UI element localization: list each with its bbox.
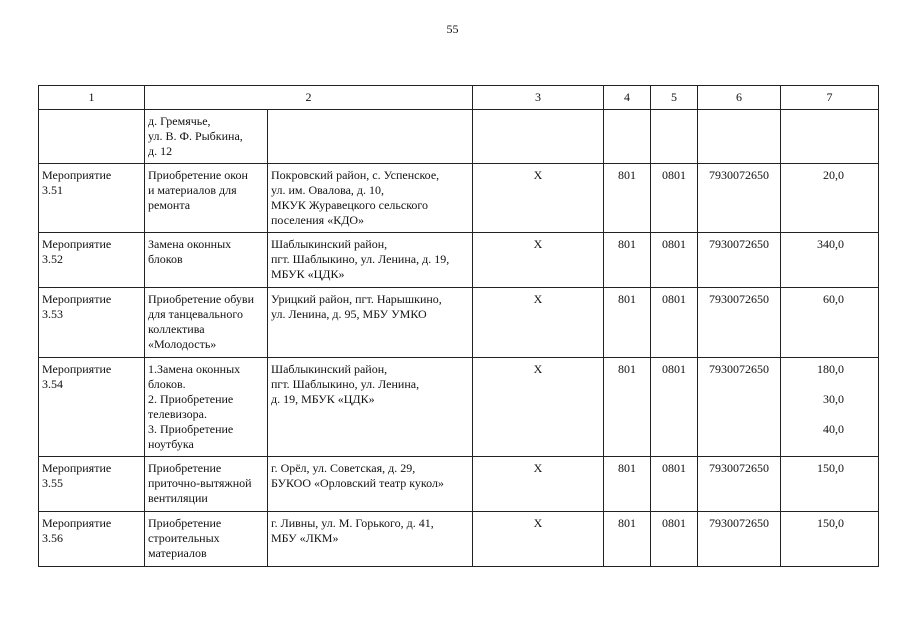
- cell-col7: [781, 512, 879, 567]
- cell-col4: 801: [604, 233, 651, 288]
- cell-line: 2. Приобретение: [148, 392, 234, 406]
- cell-col7: [781, 233, 879, 288]
- cell-line: поселения «КДО»: [271, 213, 365, 227]
- cell-line: г. Орёл, ул. Советская, д. 29,: [271, 461, 416, 475]
- table-row: [39, 164, 879, 233]
- cell-line: ул. им. Овалова, д. 10,: [271, 183, 385, 197]
- cell-col7: [781, 110, 879, 164]
- table-row: [39, 288, 879, 358]
- cell-id: [39, 358, 145, 457]
- cell-place: [268, 457, 473, 512]
- cell-line: 3.52: [42, 252, 63, 266]
- budget-table: [38, 85, 879, 567]
- cell-col3: X: [473, 233, 604, 288]
- cell-col4: 801: [604, 358, 651, 457]
- cell-line: приточно-вытяжной: [148, 476, 252, 490]
- cell-line: 3.55: [42, 476, 63, 490]
- cell-line: телевизора.: [148, 407, 207, 421]
- table-row: [39, 512, 879, 567]
- cell-col5: 0801: [651, 288, 698, 358]
- cell-line: строительных: [148, 531, 220, 545]
- cell-line: коллектива: [148, 322, 205, 336]
- cell-place: [268, 110, 473, 164]
- cell-line: Мероприятие: [42, 237, 112, 251]
- continuation-row: [39, 110, 879, 164]
- cell-line: материалов: [148, 546, 207, 560]
- cell-line: пгт. Шаблыкино, ул. Ленина,: [271, 377, 420, 391]
- cell-id: [39, 288, 145, 358]
- cell-col7: [781, 288, 879, 358]
- cell-line: д. 19, МБУК «ЦДК»: [271, 392, 375, 406]
- cell-col5: [651, 110, 698, 164]
- header-col-1: 1: [39, 86, 145, 110]
- cell-col5: 0801: [651, 512, 698, 567]
- cell-line: вентиляции: [148, 491, 208, 505]
- cell-id: [39, 512, 145, 567]
- cell-place: [268, 233, 473, 288]
- cell-col5: 0801: [651, 457, 698, 512]
- cell-line: 3.56: [42, 531, 63, 545]
- cell-line: Мероприятие: [42, 292, 112, 306]
- header-col-6: 6: [698, 86, 781, 110]
- cell-line: Мероприятие: [42, 516, 112, 530]
- cell-line: для танцевального: [148, 307, 243, 321]
- cell-line: «Молодость»: [148, 337, 217, 351]
- amount-value: 30,0: [823, 392, 844, 406]
- table-row: [39, 457, 879, 512]
- cell-title: [145, 110, 268, 164]
- cell-col6: [698, 110, 781, 164]
- cell-line: МБУК «ЦДК»: [271, 267, 345, 281]
- amount-value: 340,0: [817, 237, 844, 251]
- cell-col6: 7930072650: [698, 358, 781, 457]
- cell-col3: [473, 110, 604, 164]
- cell-line: ул. Ленина, д. 95, МБУ УМКО: [271, 307, 427, 321]
- cell-col4: 801: [604, 457, 651, 512]
- cell-id: [39, 110, 145, 164]
- cell-col3: X: [473, 512, 604, 567]
- cell-col6: 7930072650: [698, 288, 781, 358]
- cell-line: г. Ливны, ул. М. Горького, д. 41,: [271, 516, 434, 530]
- cell-col3: X: [473, 288, 604, 358]
- cell-line: Шаблыкинский район,: [271, 362, 388, 376]
- cell-title: [145, 288, 268, 358]
- cell-line: Мероприятие: [42, 168, 112, 182]
- amount-value: 180,0: [817, 362, 844, 376]
- cell-place: [268, 358, 473, 457]
- cell-col5: 0801: [651, 358, 698, 457]
- cell-line: 3.51: [42, 183, 63, 197]
- cell-title: [145, 164, 268, 233]
- header-col-3: 3: [473, 86, 604, 110]
- cell-col6: 7930072650: [698, 457, 781, 512]
- amount-value: 20,0: [823, 168, 844, 182]
- cell-line: Приобретение окон: [148, 168, 248, 182]
- cell-line: ул. В. Ф. Рыбкина,: [148, 129, 243, 143]
- table-row: [39, 233, 879, 288]
- cell-line: пгт. Шаблыкино, ул. Ленина, д. 19,: [271, 252, 450, 266]
- cell-line: блоков: [148, 252, 183, 266]
- cell-line: Мероприятие: [42, 461, 112, 475]
- cell-line: Приобретение обуви: [148, 292, 254, 306]
- cell-col5: 0801: [651, 233, 698, 288]
- cell-place: [268, 288, 473, 358]
- cell-line: БУКОО «Орловский театр кукол»: [271, 476, 444, 490]
- cell-line: Покровский район, с. Успенское,: [271, 168, 440, 182]
- cell-id: [39, 233, 145, 288]
- amount-value: 150,0: [817, 516, 844, 530]
- cell-line: 3.54: [42, 377, 63, 391]
- cell-title: [145, 358, 268, 457]
- cell-col3: X: [473, 164, 604, 233]
- cell-col6: 7930072650: [698, 164, 781, 233]
- cell-title: [145, 457, 268, 512]
- amount-value: 60,0: [823, 292, 844, 306]
- cell-id: [39, 457, 145, 512]
- cell-col3: X: [473, 457, 604, 512]
- header-col-2: 2: [145, 86, 473, 110]
- cell-line: д. Гремячье,: [148, 114, 211, 128]
- page-number: 55: [446, 22, 459, 36]
- cell-line: блоков.: [148, 377, 186, 391]
- cell-line: МКУК Журавецкого сельского: [271, 198, 429, 212]
- cell-place: [268, 512, 473, 567]
- cell-line: 1.Замена оконных: [148, 362, 241, 376]
- cell-col6: 7930072650: [698, 512, 781, 567]
- cell-line: Мероприятие: [42, 362, 112, 376]
- header-col-7: 7: [781, 86, 879, 110]
- amount-value: 40,0: [823, 422, 844, 436]
- cell-line: 3. Приобретение: [148, 422, 234, 436]
- cell-col5: 0801: [651, 164, 698, 233]
- header-col-4: 4: [604, 86, 651, 110]
- header-col-5: 5: [651, 86, 698, 110]
- cell-line: Шаблыкинский район,: [271, 237, 388, 251]
- cell-col7: [781, 164, 879, 233]
- cell-line: и материалов для: [148, 183, 237, 197]
- cell-col6: 7930072650: [698, 233, 781, 288]
- cell-line: Приобретение: [148, 516, 222, 530]
- cell-line: МБУ «ЛКМ»: [271, 531, 339, 545]
- amount-value: 150,0: [817, 461, 844, 475]
- cell-line: ремонта: [148, 198, 191, 212]
- cell-col3: X: [473, 358, 604, 457]
- table-row: [39, 358, 879, 457]
- cell-line: д. 12: [148, 144, 173, 158]
- cell-col7: [781, 457, 879, 512]
- cell-id: [39, 164, 145, 233]
- cell-col7: [781, 358, 879, 457]
- cell-title: [145, 233, 268, 288]
- cell-col4: 801: [604, 288, 651, 358]
- cell-col4: 801: [604, 512, 651, 567]
- cell-title: [145, 512, 268, 567]
- cell-line: Приобретение: [148, 461, 222, 475]
- header-row: [39, 86, 879, 110]
- cell-line: Урицкий район, пгт. Нарышкино,: [271, 292, 442, 306]
- cell-place: [268, 164, 473, 233]
- cell-col4: [604, 110, 651, 164]
- cell-line: ноутбука: [148, 437, 194, 451]
- cell-line: Замена оконных: [148, 237, 232, 251]
- cell-col4: 801: [604, 164, 651, 233]
- cell-line: 3.53: [42, 307, 63, 321]
